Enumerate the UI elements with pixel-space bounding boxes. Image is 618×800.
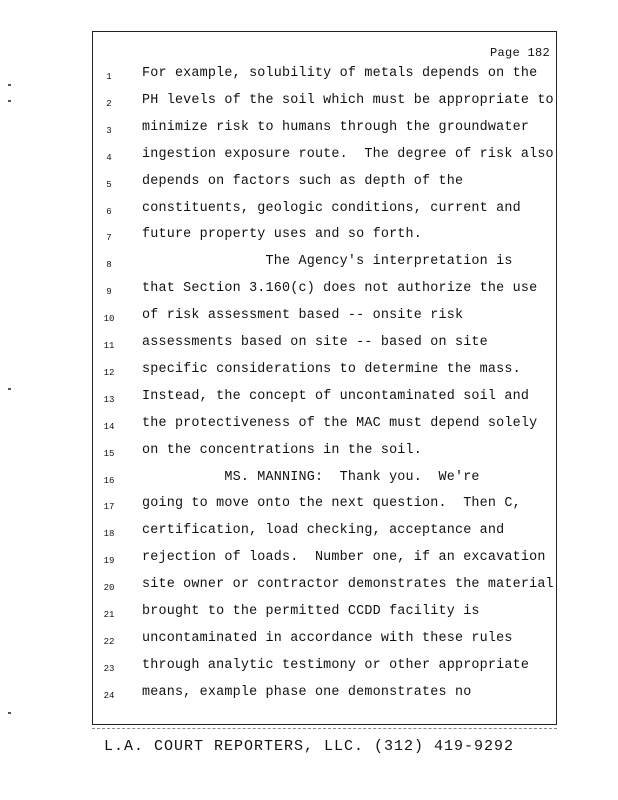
transcript-line — [93, 281, 556, 307]
court-reporter-footer: L.A. COURT REPORTERS, LLC. (312) 419-9292 — [103, 738, 515, 755]
transcript-line — [93, 577, 556, 603]
page-number: Page 182 — [489, 46, 550, 60]
line-text: The Agency's interpretation is — [142, 254, 513, 270]
line-number: 15 — [103, 448, 115, 459]
line-text: means, example phase one demonstrates no — [142, 684, 472, 700]
line-number: 14 — [103, 421, 115, 432]
line-number: 24 — [103, 690, 115, 701]
line-text: going to move onto the next question. Then C, — [142, 496, 521, 512]
transcript-line — [93, 496, 556, 522]
transcript-line — [93, 308, 556, 334]
transcript-line — [93, 335, 556, 361]
line-number: 10 — [103, 314, 115, 325]
transcript-line — [93, 254, 556, 280]
line-text: specific considerations to determine the mass. — [142, 361, 521, 377]
line-number: 8 — [106, 260, 112, 271]
transcript-line — [93, 66, 556, 92]
line-number: 23 — [103, 663, 115, 674]
line-text: minimize risk to humans through the groundwater — [142, 119, 530, 135]
transcript-line — [93, 416, 556, 442]
line-number: 3 — [106, 125, 112, 136]
transcript-line — [93, 631, 556, 657]
line-number: 19 — [103, 556, 115, 567]
transcript-line — [93, 523, 556, 549]
transcript-line — [93, 120, 556, 146]
line-number: 5 — [106, 179, 112, 190]
line-text: through analytic testimony or other appropriate — [142, 657, 530, 673]
line-number: 11 — [103, 341, 115, 351]
transcript-line — [93, 685, 556, 711]
transcript-page — [92, 31, 557, 725]
line-text: the protectiveness of the MAC must depend solely — [142, 415, 538, 431]
line-text: MS. MANNING: Thank you. We're — [142, 469, 480, 485]
line-text: For example, solubility of metals depends on the — [142, 66, 538, 81]
transcript-line — [93, 93, 556, 119]
line-text: site owner or contractor demonstrates the material — [142, 577, 554, 593]
line-text: PH levels of the soil which must be appropriate to — [142, 92, 554, 108]
line-text: ingestion exposure route. The degree of risk also — [142, 146, 554, 162]
transcript-line — [93, 201, 556, 227]
line-text: Instead, the concept of uncontaminated soil and — [142, 388, 530, 404]
line-text: brought to the permitted CCDD facility is — [142, 604, 480, 619]
line-number: 20 — [103, 583, 115, 594]
transcript-line — [93, 362, 556, 388]
line-text: assessments based on site -- based on site — [142, 335, 488, 350]
line-number: 13 — [103, 394, 115, 405]
transcript-line — [93, 174, 556, 200]
line-text: uncontaminated in accordance with these rules — [142, 630, 513, 646]
line-number: 7 — [106, 233, 112, 244]
transcript-line — [93, 658, 556, 684]
line-number: 6 — [106, 206, 112, 217]
line-number: 16 — [103, 475, 115, 486]
margin-speck — [8, 100, 11, 102]
line-text: on the concentrations in the soil. — [142, 442, 423, 458]
line-number: 9 — [106, 287, 112, 298]
line-text: certification, load checking, acceptance and — [142, 523, 505, 539]
line-text: rejection of loads. Number one, if an excavation — [142, 550, 546, 566]
margin-speck — [8, 712, 11, 714]
transcript-line — [93, 147, 556, 173]
transcript-line — [93, 389, 556, 415]
margin-speck — [8, 388, 11, 390]
line-text: future property uses and so forth. — [142, 227, 423, 243]
line-number: 4 — [106, 152, 112, 163]
line-text: that Section 3.160(c) does not authorize the use — [142, 281, 538, 297]
transcript-line — [93, 443, 556, 469]
line-number: 22 — [103, 636, 115, 647]
line-number: 21 — [103, 610, 115, 620]
bottom-rule — [92, 728, 557, 730]
line-number: 1 — [106, 72, 112, 82]
transcript-line — [93, 470, 556, 496]
line-number: 18 — [103, 529, 115, 540]
line-text: of risk assessment based -- onsite risk — [142, 308, 464, 324]
transcript-line — [93, 550, 556, 576]
line-text: constituents, geologic conditions, current and — [142, 200, 521, 216]
line-number: 12 — [103, 367, 115, 378]
line-number: 17 — [103, 502, 115, 513]
margin-speck — [8, 84, 11, 86]
transcript-line — [93, 227, 556, 253]
transcript-line — [93, 604, 556, 630]
line-number: 2 — [106, 98, 112, 109]
line-text: depends on factors such as depth of the — [142, 173, 464, 189]
